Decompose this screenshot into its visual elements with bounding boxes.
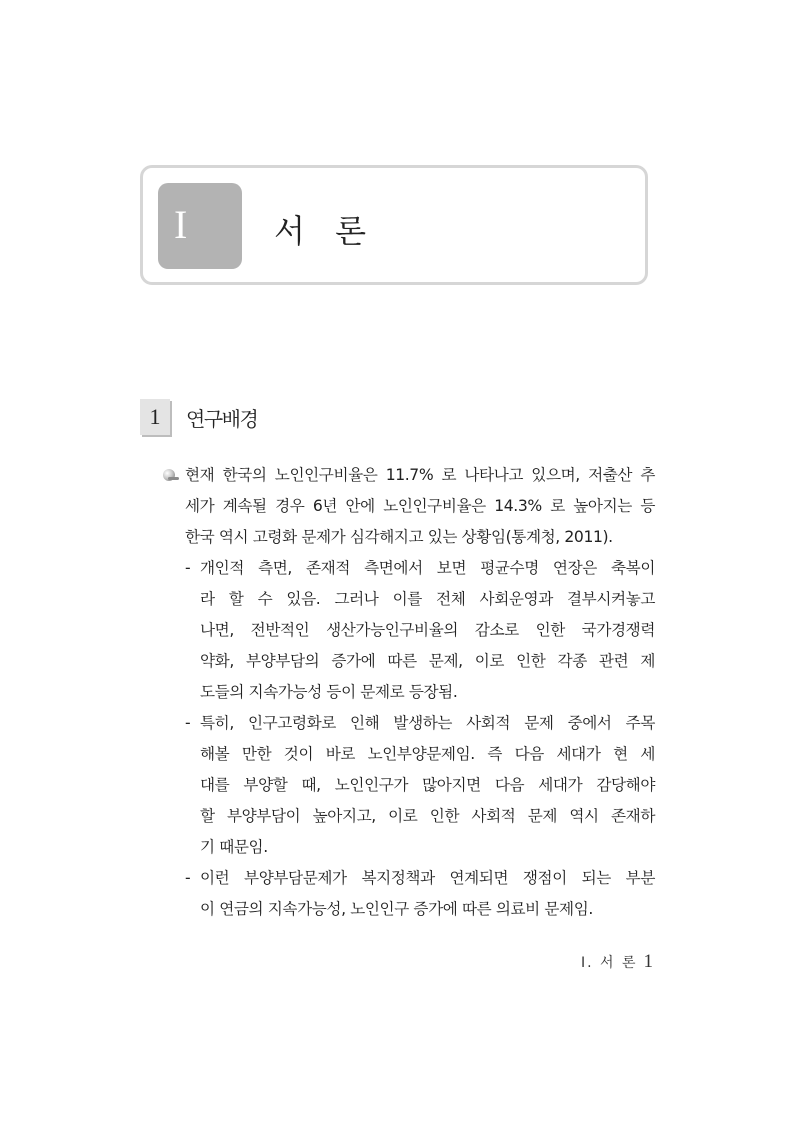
bullet-icon [163, 469, 175, 481]
dash-item [163, 553, 655, 708]
section-heading [140, 398, 257, 436]
dash-item [163, 863, 655, 925]
dash-item-line: 할 부양부담이 높아지고, 이로 인한 사회적 문제 역시 존재하 [200, 807, 655, 825]
bullet-paragraph [163, 460, 655, 553]
dash-mark: - [185, 869, 191, 887]
dash-item-line: 도들의 지속가능성 등이 문제로 등장됨. [200, 683, 458, 701]
paragraph-line: 한국 역시 고령화 문제가 심각해지고 있는 상황임(통계청, 2011). [185, 528, 613, 546]
page-footer [581, 951, 653, 973]
chapter-title: 서 론 [274, 212, 376, 250]
dash-item-line: 해볼 만한 것이 바로 노인부양문제임. 즉 다음 세대가 현 세 [200, 745, 655, 763]
dash-item [163, 708, 655, 863]
dash-mark: - [185, 714, 191, 732]
dash-item-line: 특히, 인구고령화로 인해 발생하는 사회적 문제 중에서 주목 [200, 714, 655, 732]
dash-item-line: 약화, 부양부담의 증가에 따른 문제, 이로 인한 각종 관련 제 [200, 652, 655, 670]
paragraph-line: 세가 계속될 경우 6년 안에 노인인구비율은 14.3% 로 높아지는 등 [185, 497, 655, 515]
dash-item-line: 라 할 수 있음. 그러나 이를 전체 사회운영과 결부시켜놓고 [200, 590, 655, 608]
dash-item-line: 이런 부양부담문제가 복지정책과 연계되면 쟁점이 되는 부분 [200, 869, 655, 887]
footer-chapter-label: Ⅰ. 서 론 [580, 955, 638, 971]
dash-item-line: 나면, 전반적인 생산가능인구비율의 감소로 인한 국가경쟁력 [200, 621, 655, 639]
page-number: 1 [643, 951, 653, 972]
chapter-header [140, 165, 648, 285]
dash-item-line: 기 때문임. [200, 838, 268, 856]
dash-item-line: 이 연금의 지속가능성, 노인인구 증가에 따른 의료비 문제임. [200, 900, 593, 918]
chapter-number: I [158, 183, 242, 269]
section-title: 연구배경 [186, 406, 258, 431]
dash-item-line: 대를 부양할 때, 노인인구가 많아지면 다음 세대가 감당해야 [200, 776, 655, 794]
paragraph-line: 현재 한국의 노인인구비율은 11.7% 로 나타나고 있으며, 저출산 추 [185, 466, 655, 484]
section-number: 1 [140, 399, 170, 435]
body-content [163, 460, 655, 925]
dash-mark: - [185, 559, 191, 577]
dash-item-line: 개인적 측면, 존재적 측면에서 보면 평균수명 연장은 축복이 [200, 559, 655, 577]
